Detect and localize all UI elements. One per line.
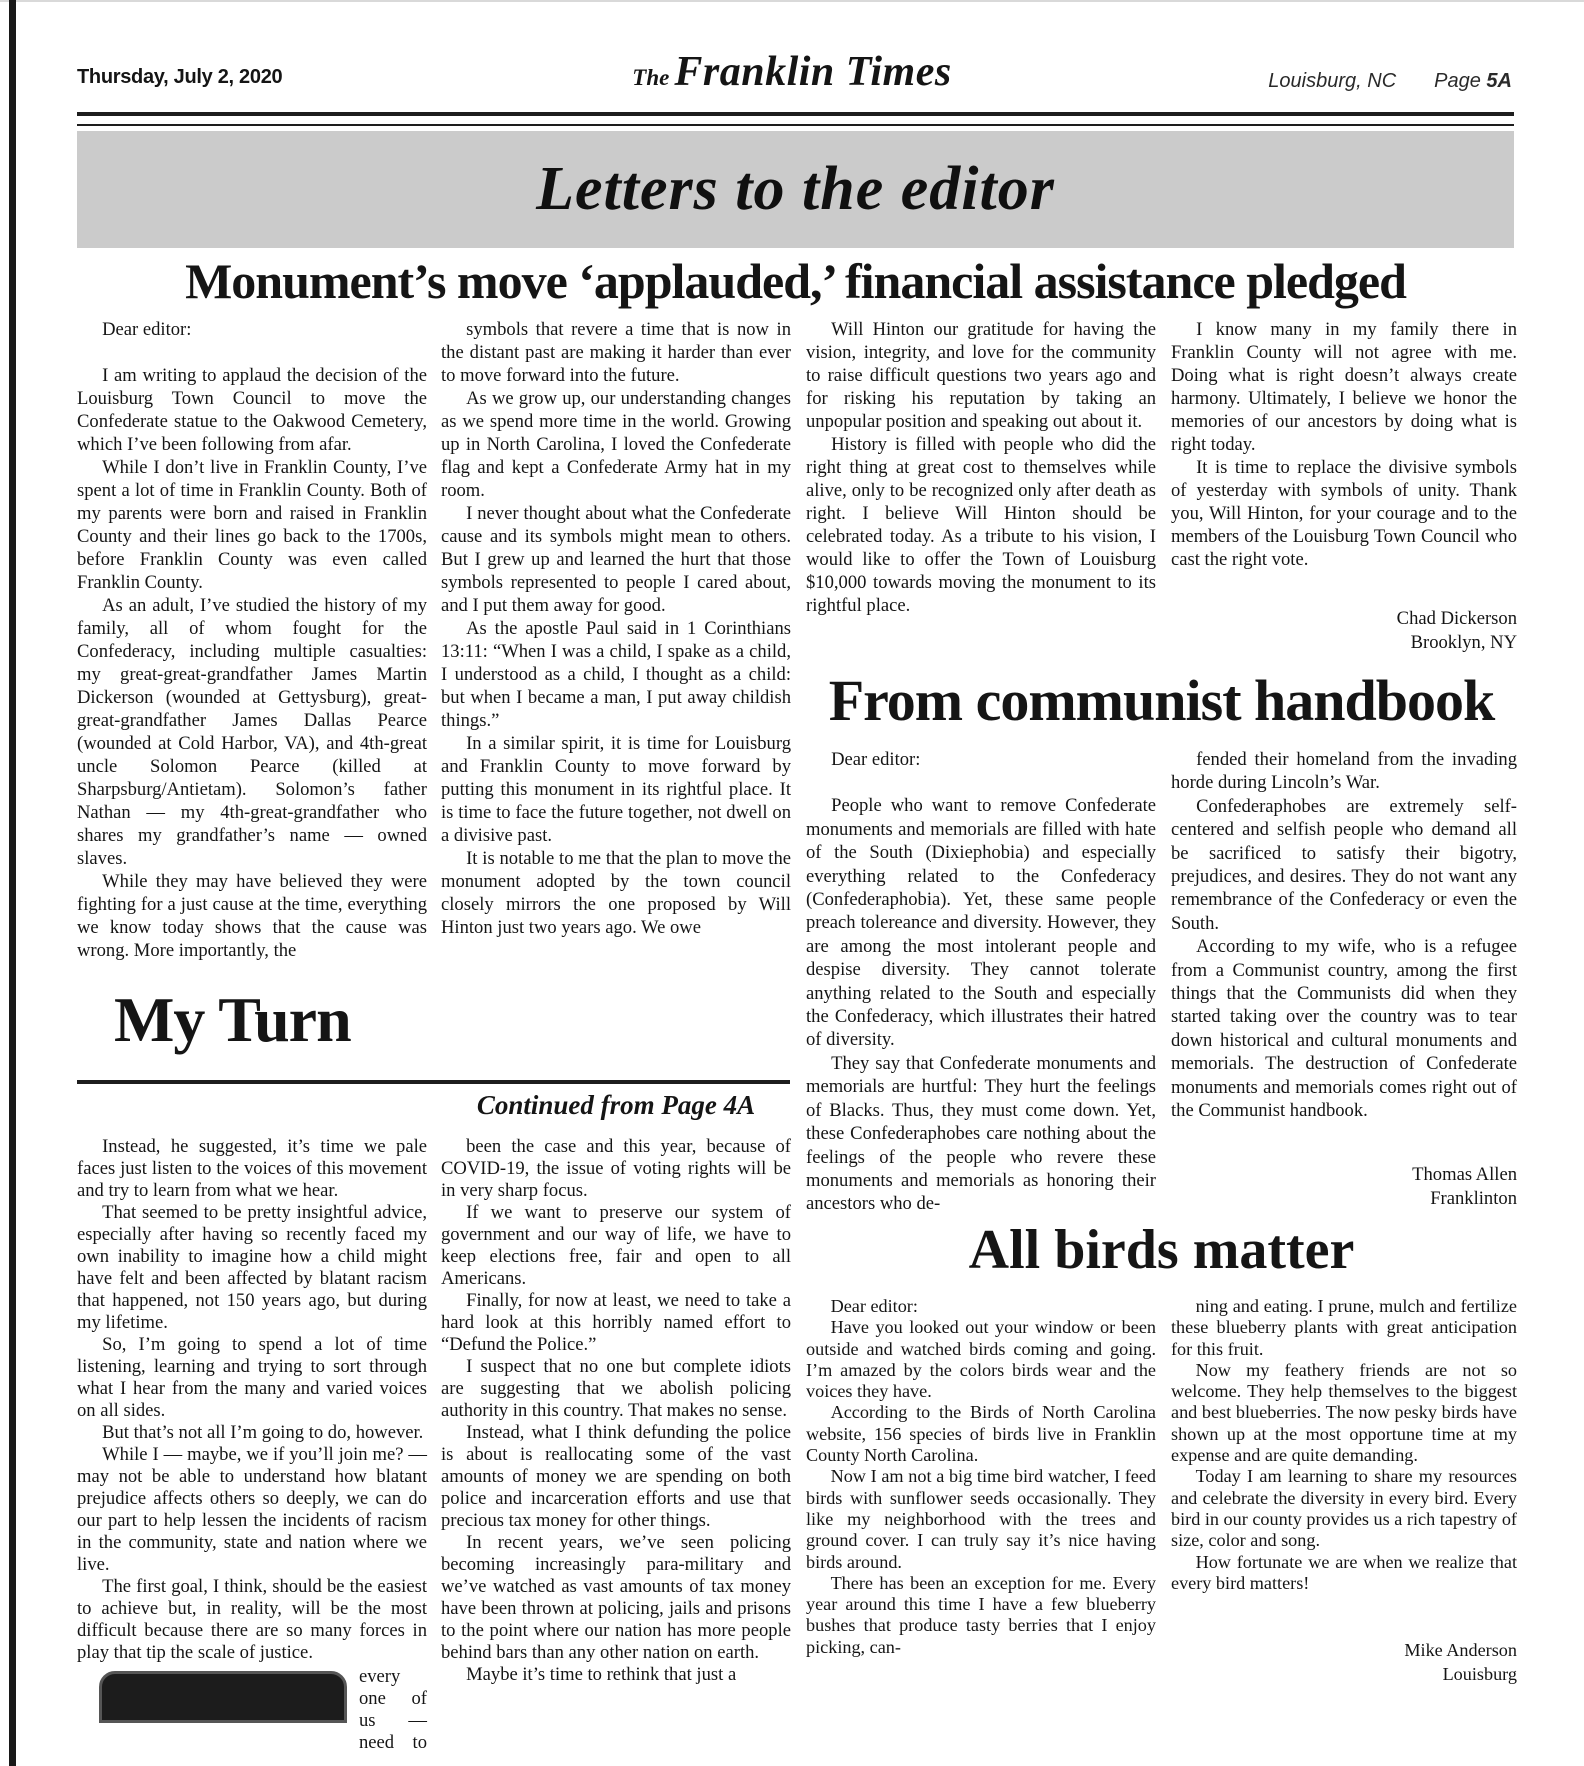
paragraph: According to the Birds of North Carolina website, 156 species of birds live in Franklin County North Carolina.	[806, 1402, 1156, 1466]
paragraph: While I — maybe, we if you’ll join me? — may not be able to understand how blatant prejudice affects others so deeply, we can do our part to help lessen the incidents of racism in the community, state and nation where we live.	[77, 1444, 427, 1575]
my-turn-headline: My Turn	[114, 984, 351, 1055]
page-number: 5A	[1486, 70, 1512, 92]
letter1-col3-paragraphs	[806, 318, 1156, 617]
paragraph: symbols that revere a time that is now in the distant past are making it harder than ever to move forward into the future.	[441, 319, 791, 386]
publication-location: Louisburg, NC	[1268, 70, 1397, 92]
paragraph: been the case and this year, because of COVID-19, the issue of voting rights will be in very sharp focus.	[441, 1136, 791, 1201]
paragraph: Maybe it’s time to rethink that just a	[466, 1664, 737, 1685]
letter2-signature	[1171, 1163, 1517, 1211]
paragraph: I know many in my family there in Franklin County will not agree with me. Doing what is right doesn’t always create harmony. Ultimately, I believe we honor the memories of our ancestors by doing what is right today.	[1171, 319, 1517, 455]
signature-name: Mike Anderson	[1404, 1640, 1517, 1661]
signature-place: Franklinton	[1430, 1187, 1517, 1209]
page-left-edge-bar	[9, 0, 16, 1766]
letter2-col2-paragraphs	[1171, 748, 1517, 1123]
paragraph: While they may have believed they were fighting for a just cause at the time, everything we know today shows that the cause was wrong. More importantly, the	[77, 871, 427, 961]
section-banner	[77, 131, 1514, 248]
paragraph: I am writing to applaud the decision of the Louisburg Town Council to move the Confederate statue to the Oakwood Cemetery, which I’ve been following from afar.	[77, 365, 427, 455]
letter2-headline: From communist handbook	[828, 668, 1495, 733]
letter3-salutation: Dear editor:	[830, 1296, 918, 1316]
section-title: Letters to the editor	[536, 155, 1055, 223]
paragraph: In a similar spirit, it is time for Louisburg and Franklin County to move forward by putting this monument in its rightful place. It is time to face the future together, not dwell on a divisive past.	[441, 733, 791, 846]
page-top-edge	[0, 0, 1584, 2]
paragraph: How fortunate we are when we realize that every bird matters!	[1171, 1551, 1517, 1593]
letter1-salutation: Dear editor:	[102, 319, 192, 340]
my-turn-continued-note: Continued from Page 4A	[476, 1090, 756, 1120]
paragraph: There has been an exception for me. Every year around this time I have a few blueberry bushes that produce tasty berries that I enjoy picking, can-	[806, 1572, 1156, 1657]
paragraph: Instead, what I think defunding the police is about is reallocating some of the vast amounts of money we are spending on both police and incarceration efforts and use that precious tax money for other things.	[441, 1422, 791, 1531]
paragraph: If we want to preserve our system of government and our way of life, we have to keep elections free, fair and open to all Americans.	[441, 1202, 791, 1289]
paragraph: ning and eating. I prune, mulch and fertilize these blueberry plants with great anticipation for this fruit.	[1171, 1296, 1517, 1359]
letter1-col4-paragraphs	[1171, 318, 1517, 571]
issue-date: Thursday, July 2, 2020	[77, 66, 283, 88]
paragraph: Have you looked out your window or been outside and watched birds coming and going. I’m amazed by the colors birds wear and the voices they have.	[806, 1317, 1156, 1402]
cut-off-image	[99, 1671, 347, 1723]
letter2-column-2	[1171, 748, 1517, 1211]
signature-place: Louisburg	[1442, 1664, 1517, 1685]
letter3-column-2	[1171, 1296, 1517, 1686]
letter3-column-1	[806, 1296, 1156, 1658]
letter1-column-4	[1171, 318, 1517, 655]
paragraph: Instead, he suggested, it’s time we pale faces just listen to the voices of this movement and try to learn from what we hear.	[77, 1136, 427, 1201]
letter3-col2-paragraphs	[1171, 1296, 1517, 1594]
paragraph: Today I am learning to share my resources and celebrate the diversity in every bird. Every bird in our county provides us a rich tapestry of size, color and song.	[1171, 1466, 1517, 1551]
letter3-col1-paragraphs	[806, 1317, 1156, 1658]
signature-name: Chad Dickerson	[1396, 608, 1517, 629]
my-turn-rule	[77, 1080, 790, 1084]
signature-place: Brooklyn, NY	[1410, 632, 1517, 653]
paragraph: They say that Confederate monuments and memorials are hurtful: They hurt the feelings of Blacks. Thus, they must come down. Yet, these Confederaphobes care nothing about the feelings of the people who revere these monuments and memorials as honoring their ancestors who de-	[806, 1052, 1156, 1215]
my-turn-col1-paragraphs	[77, 1136, 427, 1664]
page-label: Page	[1434, 70, 1481, 92]
paragraph: It is time to replace the divisive symbols of yesterday with symbols of unity. Thank you, Will Hinton, for your courage and to the members of the Louisburg Town Council who cast the right vote.	[1171, 457, 1517, 570]
header-divider-rules	[77, 112, 1514, 126]
letter1-column-3	[806, 318, 1156, 617]
paragraph: As the apostle Paul said in 1 Corinthians 13:11: “When I was a child, I spake as a child, I understood as a child, I thought as a child: but when I became a man, I put away childish things.”	[441, 618, 791, 731]
my-turn-column-2	[441, 1136, 791, 1686]
paragraph: So, I’m going to spend a lot of time listening, learning and trying to sort through what I hear from the many and varied voices on all sides.	[77, 1334, 427, 1421]
letter1-col1-paragraphs	[77, 364, 427, 962]
paragraph: Will Hinton our gratitude for having the vision, integrity, and love for the community to raise difficult questions two years ago and for risking his reputation by taking an unpopular position and speaking out about it.	[806, 319, 1156, 432]
paragraph: But that’s not all I’m going to do, however.	[102, 1422, 424, 1443]
my-turn-col2-paragraphs	[441, 1136, 791, 1686]
paragraph: It is notable to me that the plan to move the monument adopted by the town council closely mirrors the one proposed by Will Hinton just two years ago. We owe	[441, 848, 791, 938]
paragraph: fended their homeland from the invading horde during Lincoln’s War.	[1171, 749, 1517, 794]
signature-name: Thomas Allen	[1412, 1163, 1517, 1185]
header-right	[1268, 70, 1512, 93]
my-turn-bottom-row	[77, 1666, 427, 1754]
paragraph: As an adult, I’ve studied the history of my family, all of whom fought for the Confederacy, including multiple casualties: my great-great-grandfather James Martin Dickerson (wounded at Gettysburg), great-great-grandfather James Dallas Pearce (wounded at Cold Harbor, VA), and 4th-great uncle Solomon Pearce (killed at Sharpsburg/Antietam). Solomon’s father Nathan — my 4th-great-grandfather who shares my grandfather’s name — owned slaves.	[77, 595, 427, 869]
paragraph: According to my wife, who is a refugee from a Communist country, among the first things that the Communists did when they started taking over the country was to tear down historical and cultural monuments and memorials. The destruction of Confederate monuments and memorials comes right out of the Communist handbook.	[1171, 936, 1517, 1122]
paragraph: I never thought about what the Confederate cause and its symbols might mean to others. But I grew up and learned the hurt that those symbols represented to people I cared about, and I put them away for good.	[441, 503, 791, 616]
paragraph: Now my feathery friends are not so welcome. They help themselves to the biggest and best blueberries. The now pesky birds have shown up at the most opportune time at my expense and are quite demanding.	[1171, 1359, 1517, 1466]
my-turn-column-1	[77, 1136, 427, 1754]
letter3-signature	[1171, 1638, 1517, 1686]
paragraph: I suspect that no one but complete idiots are suggesting that we abolish policing authority in this country. That makes no sense.	[441, 1356, 791, 1421]
masthead-prefix: The	[632, 65, 670, 90]
paragraph: People who want to remove Confederate monuments and memorials are filled with hate of the South (Dixiephobia) and especially everything related to the Confederacy (Confederaphobia). Yet, these same people preach tolereance and diversity. However, they are among the most intolerant people and despise diversity. They cannot tolerate anything related to the South and especially the Confederacy, which illustrates their hatred of diversity.	[806, 795, 1156, 1051]
paragraph: That seemed to be pretty insightful advice, especially after having so recently faced my own inability to imagine how a child might have felt and been affected by blatant racism that happened, not 150 years ago, but during my lifetime.	[77, 1202, 427, 1333]
paragraph: Now I am not a big time bird watcher, I feed birds with sunflower seeds occasionally. They like my neighborhood with the trees and ground cover. I can truly say it’s nice having birds around.	[806, 1466, 1156, 1572]
paragraph: History is filled with people who did the right thing at great cost to themselves while alive, only to be recognized only after death as right. I believe Will Hinton should be celebrated today. As a tribute to his vision, I would like to offer the Town of Louisburg $10,000 towards moving the monument to its rightful place.	[806, 434, 1156, 616]
letter1-column-1	[77, 318, 427, 962]
letter2-salutation: Dear editor:	[831, 749, 921, 770]
masthead-title: Franklin Times	[674, 49, 952, 95]
letter1-headline: Monument’s move ‘applauded,’ financial assistance pledged	[185, 253, 1406, 309]
paragraph: As we grow up, our understanding changes as we spend more time in the world. Growing up in North Carolina, I loved the Confederate flag and kept a Confederate Army hat in my room.	[441, 388, 791, 501]
letter2-col1-paragraphs	[806, 794, 1156, 1215]
paragraph: In recent years, we’ve seen policing becoming increasingly para-military and we’ve watched as vast amounts of tax money have been thrown at policing, jails and prisons to the point where our nation has more people behind bars than any other nation on earth.	[441, 1532, 791, 1663]
paragraph: Finally, for now at least, we need to take a hard look at this horribly named effort to “Defund the Police.”	[441, 1290, 791, 1355]
letter1-signature	[1171, 607, 1517, 655]
my-turn-col1-fragment: every one of us — need to	[359, 1666, 427, 1753]
letter2-column-1	[806, 748, 1156, 1216]
paragraph: While I don’t live in Franklin County, I’ve spent a lot of time in Franklin County. Both of my parents were born and raised in Franklin County and their lines go back to the 1700s, before Franklin County was even called Franklin County.	[77, 457, 427, 593]
letter3-headline: All birds matter	[968, 1219, 1355, 1281]
letter1-col2-paragraphs	[441, 318, 791, 939]
paragraph: Confederaphobes are extremely self-centered and selfish people who demand all be sacrificed to satisfy their bigotry, prejudices, and desires. They do not want any remembrance of the Confederacy or even the South.	[1171, 795, 1517, 934]
letter1-column-2	[441, 318, 791, 939]
paragraph: The first goal, I think, should be the easiest to achieve but, in reality, will be the most difficult because there are so many forces in play that tip the scale of justice.	[77, 1576, 427, 1663]
